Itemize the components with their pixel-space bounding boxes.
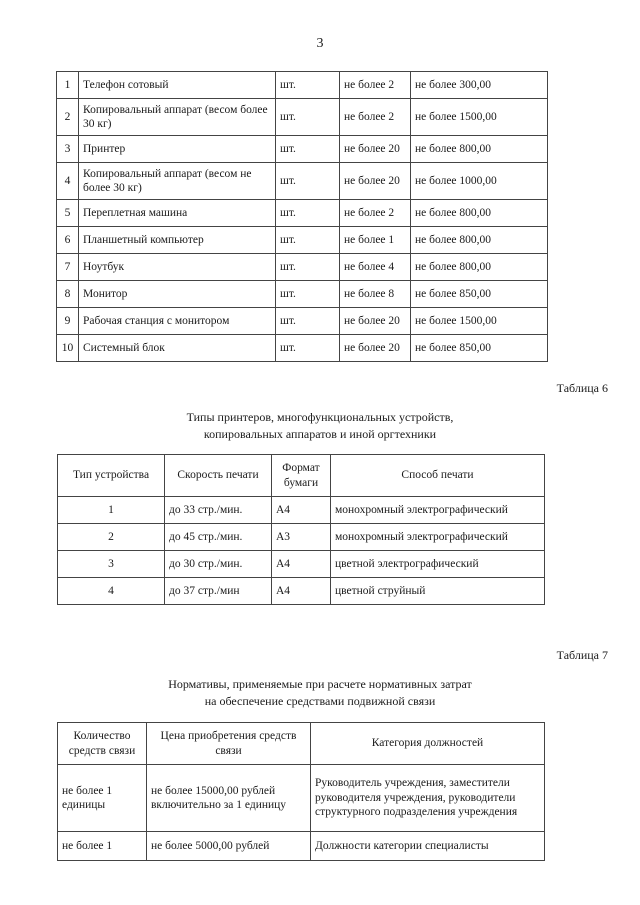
table6-title [0,409,640,443]
row-number: 1 [57,72,79,99]
device-type: 1 [58,497,165,524]
table7-title-line2: на обеспечение средствами подвижной связи [204,693,436,708]
equipment-norms-table [56,71,548,362]
table-row [58,551,545,578]
header-print-method: Способ печати [331,455,545,497]
row-number: 5 [57,200,79,227]
header-price: Цена приобретения средств связи [147,723,311,765]
print-method: монохромный электрографический [331,497,545,524]
row-number: 3 [57,136,79,163]
unit: шт. [276,163,340,200]
paper-format: А4 [272,578,331,605]
unit: шт. [276,200,340,227]
quantity: не более 1 [340,227,411,254]
print-method: цветной электрографический [331,551,545,578]
print-speed: до 45 стр./мин. [165,524,272,551]
table-row [57,254,548,281]
table7-label: Таблица 7 [556,648,608,662]
price: не более 1500,00 [411,308,548,335]
price: не более 850,00 [411,281,548,308]
header-position-category: Категория должностей [311,723,545,765]
header-paper-format: Формат бумаги [272,455,331,497]
table6-title-line1: Типы принтеров, многофункциональных устройств, [186,410,454,424]
quantity: не более 20 [340,136,411,163]
position-category: Должности категории специалисты [311,832,545,861]
row-number: 4 [57,163,79,200]
table-row [57,136,548,163]
print-method: цветной струйный [331,578,545,605]
printer-types-table [57,454,545,605]
item-name: Копировальный аппарат (весом не более 30 кг) [79,163,276,200]
quantity: не более 20 [340,308,411,335]
quantity: не более 8 [340,281,411,308]
row-number: 9 [57,308,79,335]
unit: шт. [276,254,340,281]
quantity: не более 20 [340,163,411,200]
price: не более 5000,00 рублей [147,832,311,861]
unit: шт. [276,72,340,99]
item-name: Телефон сотовый [79,72,276,99]
row-number: 10 [57,335,79,362]
price: не более 850,00 [411,335,548,362]
device-type: 3 [58,551,165,578]
table-row [57,335,548,362]
item-name: Копировальный аппарат (весом более 30 кг) [79,99,276,136]
table6-label: Таблица 6 [556,381,608,395]
row-number: 6 [57,227,79,254]
row-number: 7 [57,254,79,281]
table-header-row [58,723,545,765]
table-row [57,227,548,254]
table-row [57,200,548,227]
device-type: 4 [58,578,165,605]
price: не более 300,00 [411,72,548,99]
table-row [58,497,545,524]
row-number: 8 [57,281,79,308]
table7-title-line1: Нормативы, применяемые при расчете нормативных затрат [168,677,472,691]
item-name: Рабочая станция с монитором [79,308,276,335]
price: не более 1500,00 [411,99,548,136]
print-speed: до 37 стр./мин [165,578,272,605]
table-row [57,163,548,200]
table-row [57,99,548,136]
quantity: не более 1 единицы [58,765,147,832]
header-print-speed: Скорость печати [165,455,272,497]
unit: шт. [276,99,340,136]
price: не более 800,00 [411,254,548,281]
table-header-row [58,455,545,497]
quantity: не более 2 [340,72,411,99]
position-category: Руководитель учреждения, заместители руководителя учреждения, руководители структурного подразделения учреждения [311,765,545,832]
item-name: Переплетная машина [79,200,276,227]
quantity: не более 1 [58,832,147,861]
quantity: не более 4 [340,254,411,281]
quantity: не более 20 [340,335,411,362]
paper-format: А4 [272,551,331,578]
unit: шт. [276,281,340,308]
price: не более 1000,00 [411,163,548,200]
print-speed: до 30 стр./мин. [165,551,272,578]
paper-format: А4 [272,497,331,524]
price: не более 800,00 [411,200,548,227]
header-quantity: Количество средств связи [58,723,147,765]
unit: шт. [276,335,340,362]
page-number: 3 [316,36,324,51]
mobile-communication-norms-table [57,722,545,861]
row-number: 2 [57,99,79,136]
table-row [57,281,548,308]
paper-format: А3 [272,524,331,551]
unit: шт. [276,136,340,163]
price: не более 800,00 [411,136,548,163]
table-row [57,72,548,99]
table-row [58,578,545,605]
item-name: Монитор [79,281,276,308]
quantity: не более 2 [340,200,411,227]
table-row [58,524,545,551]
unit: шт. [276,308,340,335]
quantity: не более 2 [340,99,411,136]
unit: шт. [276,227,340,254]
table6-title-line2: копировальных аппаратов и иной оргтехники [203,426,437,441]
price: не более 15000,00 рублей включительно за 1 единицу [147,765,311,832]
table-row [58,832,545,861]
item-name: Ноутбук [79,254,276,281]
table-row [57,308,548,335]
price: не более 800,00 [411,227,548,254]
print-speed: до 33 стр./мин. [165,497,272,524]
item-name: Принтер [79,136,276,163]
table-row [58,765,545,832]
item-name: Системный блок [79,335,276,362]
table7-title [0,676,640,710]
device-type: 2 [58,524,165,551]
item-name: Планшетный компьютер [79,227,276,254]
header-device-type: Тип устройства [58,455,165,497]
print-method: монохромный электрографический [331,524,545,551]
